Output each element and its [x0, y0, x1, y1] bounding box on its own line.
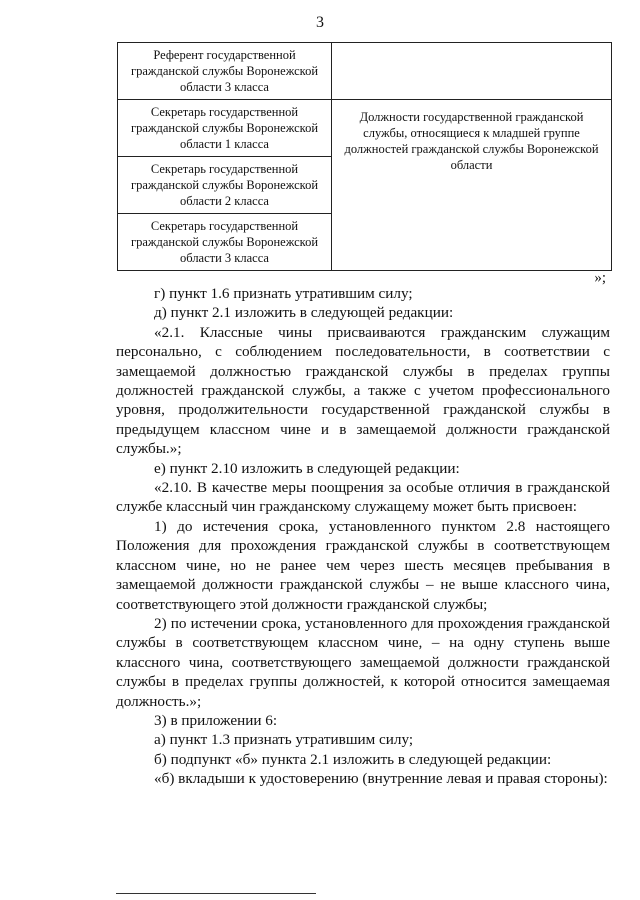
paragraph: «б) вкладыши к удостоверению (внутренние левая и правая стороны): — [154, 770, 608, 788]
document-body — [116, 284, 610, 789]
paragraph: а) пункт 1.3 признать утратившим силу; — [154, 731, 414, 749]
paragraph: е) пункт 2.10 изложить в следующей редакции: — [154, 459, 460, 477]
table-row — [118, 100, 612, 157]
class-rank-table — [117, 42, 612, 271]
page-number: 3 — [316, 14, 324, 31]
table-cell-rank: Секретарь государственной гражданской службы Воронежской области 3 класса — [118, 214, 332, 271]
paragraph: 2) по истечении срока, установленного для прохождения гражданской службы в соответствующем классном чине, – на одну ступень выше классного чина, соответствующего замещаемой должности гражданской службы в пределах группы должностей, к которой относится замещаемая должность.»; — [116, 614, 610, 710]
paragraph: б) подпункт «б» пункта 2.1 изложить в следующей редакции: — [154, 750, 552, 768]
paragraph: 1) до истечения срока, установленного пунктом 2.8 настоящего Положения для прохождения гражданской службы в соответствующем классном чине, но не ранее чем через шесть месяцев пребывания в замещаемой должности гражданской службы – не выше классного чина, соответствующего этой должности гражданской службы; — [116, 517, 610, 613]
table-cell-junior-group: Должности государственной гражданской службы, относящиеся к младшей группе должностей гражданской службы Воронежской области — [332, 100, 612, 271]
paragraph: «2.10. В качестве меры поощрения за особые отличия в гражданской службе классный чин гражданскому служащему может быть присвоен: — [116, 479, 610, 516]
table-cell-group-empty — [332, 43, 612, 100]
closing-quote: »; — [594, 270, 606, 286]
table-cell-rank: Референт государственной гражданской службы Воронежской области 3 класса — [118, 43, 332, 100]
table-cell-rank: Секретарь государственной гражданской службы Воронежской области 1 класса — [118, 100, 332, 157]
footnote-divider — [116, 893, 316, 894]
paragraph: д) пункт 2.1 изложить в следующей редакции: — [154, 304, 454, 322]
table-cell-rank: Секретарь государственной гражданской службы Воронежской области 2 класса — [118, 157, 332, 214]
paragraph: «2.1. Классные чины присваиваются гражданским служащим персонально, с соблюдением последовательности, в соответствии с замещаемой должностью гражданской службы в пределах группы должностей гражданской службы, а также с учетом профессионального уровня, продолжительности государственной гражданской службы в предыдущем классном чине и в замещаемой должности гражданской службы.»; — [116, 323, 610, 458]
paragraph: г) пункт 1.6 признать утратившим силу; — [154, 285, 413, 302]
table-row — [118, 43, 612, 100]
paragraph: 3) в приложении 6: — [154, 711, 278, 729]
